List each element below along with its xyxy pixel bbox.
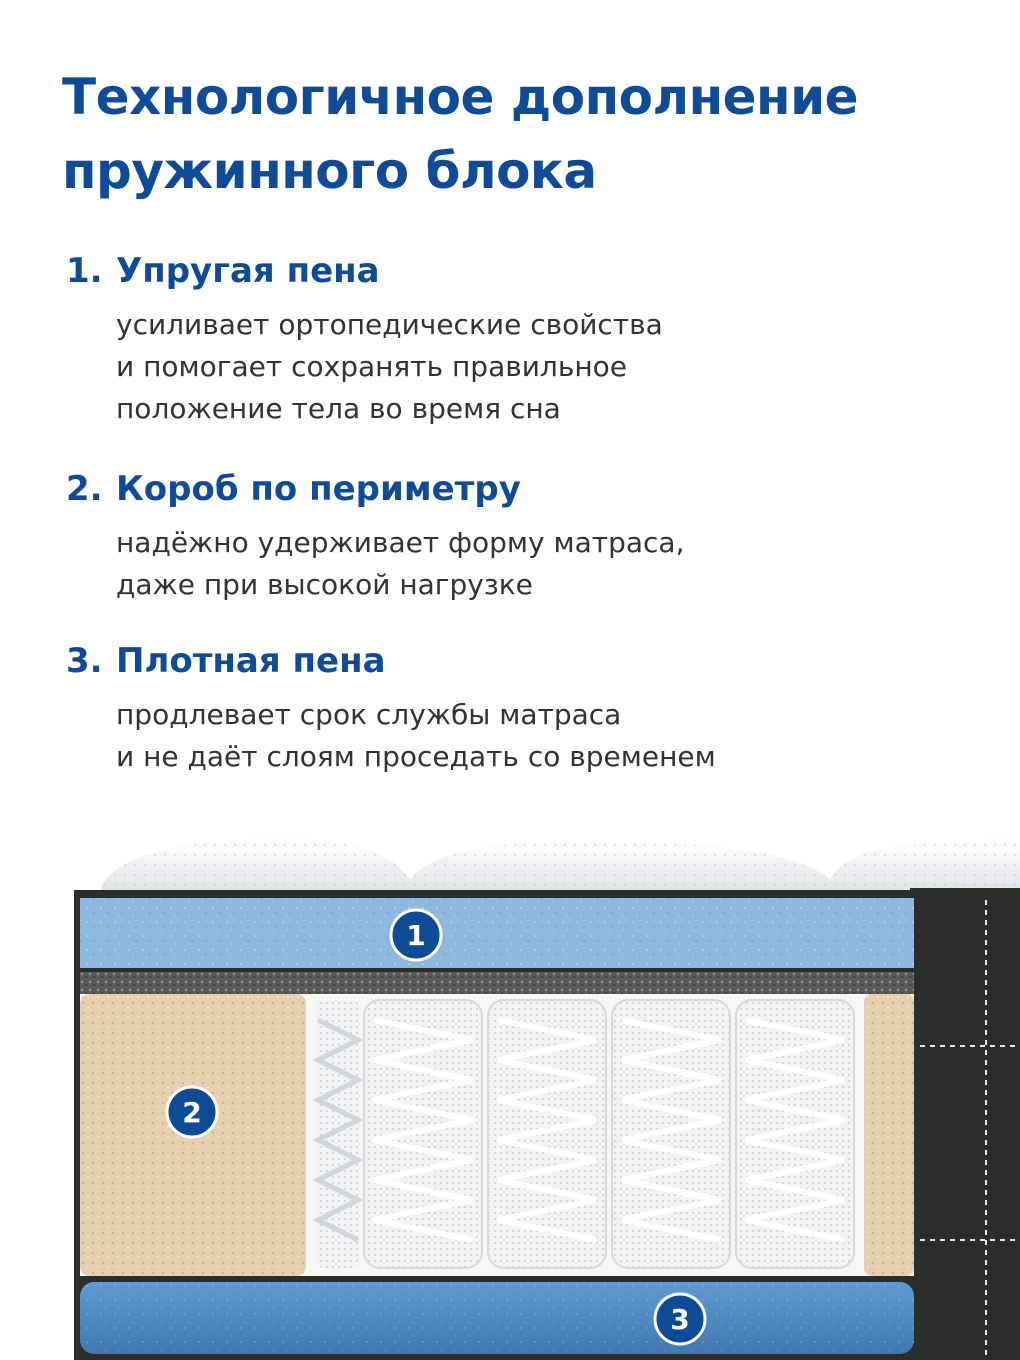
badge-dense-foam [655,1294,705,1344]
badge-elastic-foam [391,910,441,960]
elastic-foam-layer [80,898,914,968]
badge-number: 2 [182,1096,202,1129]
badge-perimeter-box [167,1087,217,1137]
spring-pocket [736,1000,854,1268]
felt-layer [80,972,914,994]
feature-description: продлевает срок службы матраса и не даёт слоям проседать со временем [116,698,716,773]
feature-title: Плотная пена [116,641,386,681]
pocket-springs [316,1000,854,1268]
feature-description: усиливает ортопедические свойства и помогает сохранять правильное положение тела во время сна [116,308,663,425]
feature-dense-foam [66,638,966,778]
quilted-top-cover [90,837,1020,896]
feature-perimeter-box [66,466,966,606]
badge-number: 1 [406,919,426,952]
feature-number: 3. [66,641,103,681]
perimeter-box-right [864,994,914,1276]
feature-number: 2. [66,469,103,509]
mattress-side-cover [910,888,1020,1360]
page-title: Технологичное дополнение пружинного блока [62,68,859,200]
spring-pocket [316,1000,360,1268]
mattress-cross-section [0,820,1020,1360]
spring-pocket [364,1000,482,1268]
feature-elastic-foam [66,248,966,430]
feature-title: Упругая пена [116,251,380,291]
badge-number: 3 [670,1303,690,1336]
feature-description: надёжно удерживает форму матраса, даже при высокой нагрузке [116,526,685,601]
spring-pocket [488,1000,606,1268]
spring-pocket [612,1000,730,1268]
feature-title: Короб по периметру [116,469,521,509]
feature-number: 1. [66,251,103,291]
dense-foam-layer [80,1282,914,1354]
